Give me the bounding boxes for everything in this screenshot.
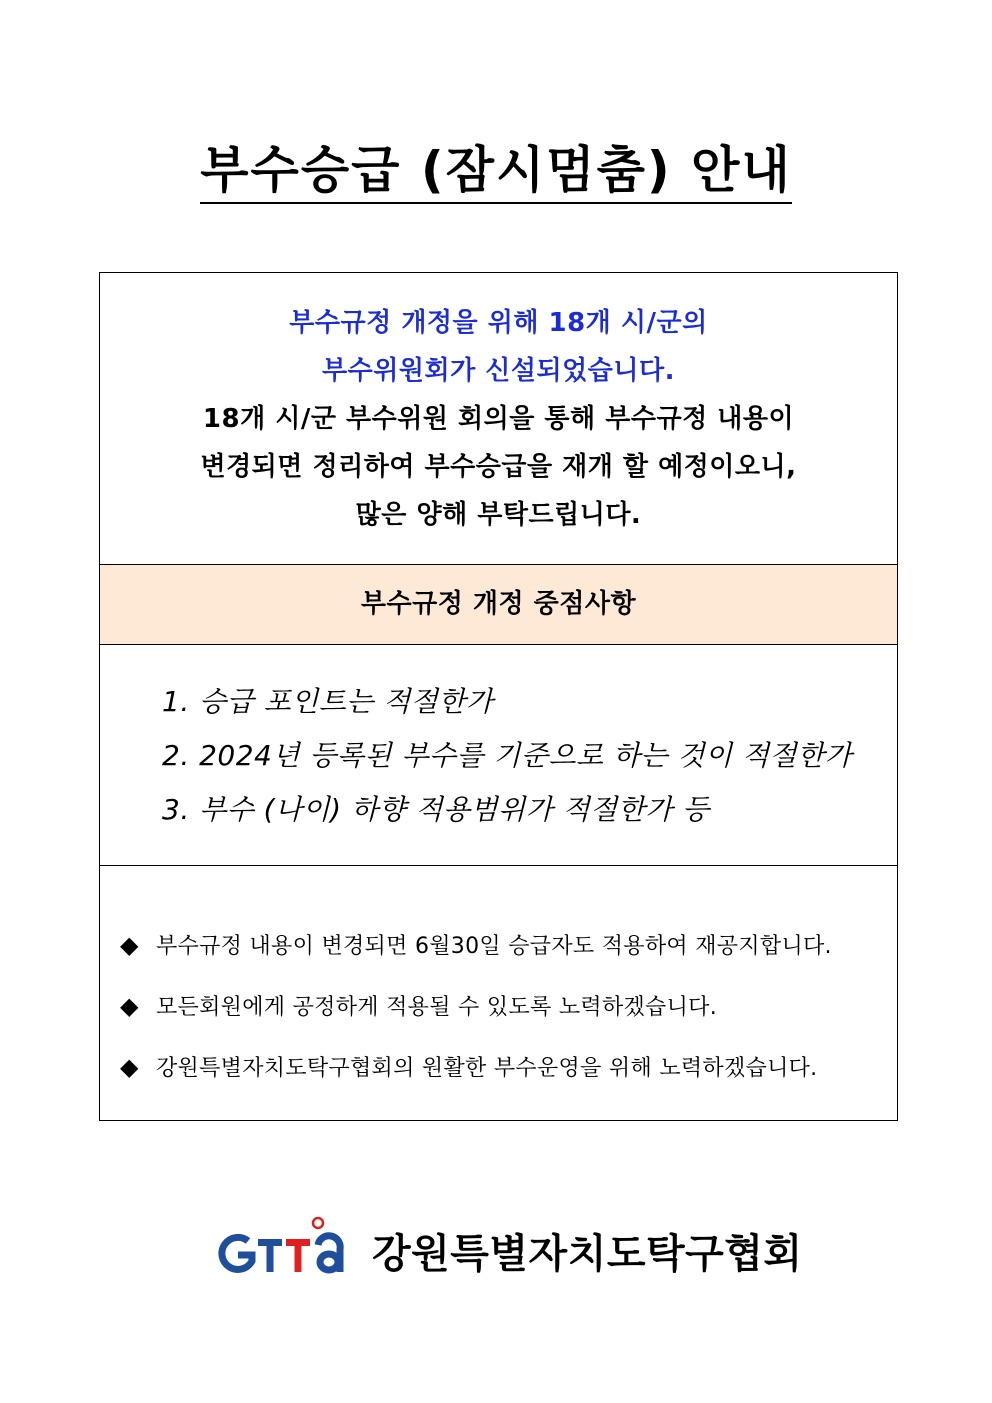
key-point-item: 2. 2024년 등록된 부수를 기준으로 하는 것이 적절한가 xyxy=(162,739,853,772)
notice-section xyxy=(100,273,897,565)
bullet-row xyxy=(120,1036,897,1097)
page-title-wrap xyxy=(0,140,992,204)
bullet-row xyxy=(120,914,897,975)
key-points-list xyxy=(100,645,897,866)
diamond-bullet-icon: ◆ xyxy=(120,991,139,1020)
notice-line-3: 18개 시/군 부수위원 회의을 통해 부수규정 내용이 xyxy=(202,404,795,434)
notice-box xyxy=(99,272,898,1121)
notice-line-5: 많은 양해 부탁드립니다. xyxy=(355,500,642,530)
page-title: 부수승급 (잠시멈춤) 안내 xyxy=(200,140,792,204)
diamond-bullet-icon: ◆ xyxy=(120,1052,139,1081)
bullet-text: 강원특별자치도탁구협회의 원활한 부수운영을 위해 노력하겠습니다. xyxy=(156,1056,818,1081)
diamond-bullet-icon: ◆ xyxy=(120,930,139,959)
bullet-row xyxy=(120,975,897,1036)
notice-line-1: 부수규정 개정을 위해 18개 시/군의 xyxy=(289,308,708,338)
bullet-text: 모든회원에게 공정하게 적용될 수 있도록 노력하겠습니다. xyxy=(156,995,718,1020)
association-logo xyxy=(218,1215,803,1285)
key-point-item: 1. 승급 포인트는 적절한가 xyxy=(162,685,494,718)
gtta-logo-icon xyxy=(218,1215,358,1285)
bullet-text: 부수규정 내용이 변경되면 6월30일 승급자도 적용하여 재공지합니다. xyxy=(156,934,832,959)
section-header: 부수규정 개정 중점사항 xyxy=(100,565,897,645)
key-point-item: 3. 부수 (나이) 하향 적용범위가 적절한가 등 xyxy=(162,793,710,826)
org-name: 강원특별자치도탁구협회 xyxy=(372,1230,803,1277)
notice-line-4: 변경되면 정리하여 부수승급을 재개 할 예정이오니, xyxy=(200,452,797,482)
bullet-list xyxy=(100,866,897,1097)
notice-line-2: 부수위원회가 신설되었습니다. xyxy=(322,356,675,386)
